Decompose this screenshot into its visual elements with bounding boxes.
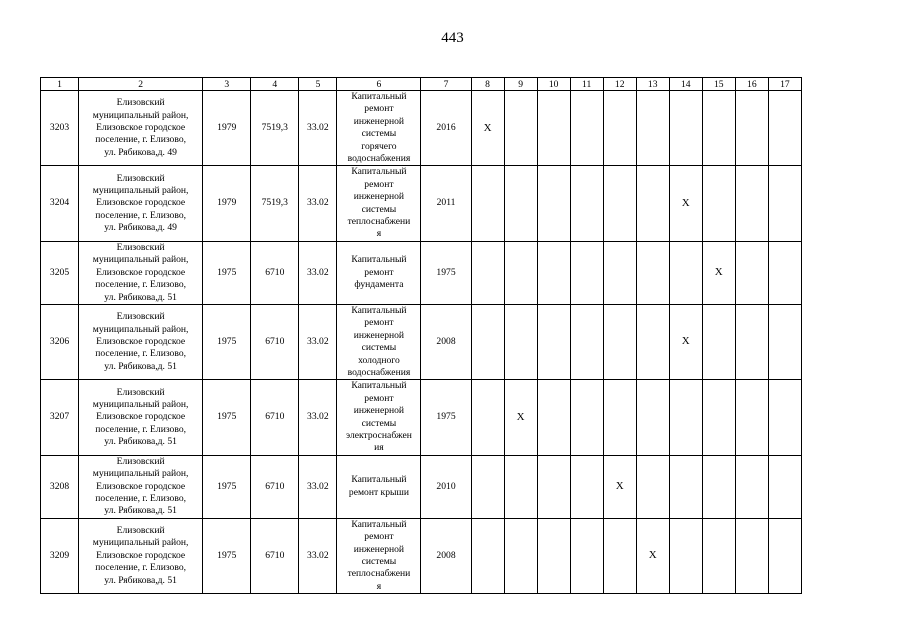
x-mark: X	[483, 121, 492, 134]
address-cell-line: Елизовское городское	[96, 266, 186, 278]
mark-cell-col-15	[702, 91, 735, 166]
work-type-cell-line: системы	[361, 417, 397, 429]
column-header: 7	[421, 78, 471, 91]
work-type-cell-line: теплоснабжени	[347, 568, 411, 580]
address-cell-line: ул. Рябикова,д. 51	[104, 436, 177, 448]
mark-cell-col-13	[636, 518, 669, 593]
mark-cell-col-13	[636, 166, 669, 241]
mark-cell-col-9	[504, 166, 537, 241]
address-cell-line: ул. Рябикова,д. 51	[104, 574, 177, 586]
mark-cell-col-13	[636, 241, 669, 304]
page-number: 443	[441, 30, 464, 46]
column-number-row	[41, 78, 802, 91]
mark-cell-col-9	[504, 455, 537, 518]
row-number-cell: 3208	[41, 455, 79, 518]
mark-cell-col-9	[504, 241, 537, 304]
mark-cell-col-17	[768, 166, 801, 241]
table-row	[41, 304, 802, 379]
plan-year-cell: 2008	[421, 518, 471, 593]
work-type-cell-line: ремонт	[364, 266, 394, 278]
mark-cell-col-12	[603, 166, 636, 241]
address-cell-line: муниципальный район,	[92, 109, 189, 121]
work-type-cell	[337, 455, 421, 518]
column-header: 5	[299, 78, 337, 91]
work-type-cell	[337, 241, 421, 304]
address-cell	[79, 518, 203, 593]
work-type-cell-line: водоснабжения	[347, 366, 411, 378]
work-type-cell-line: Капитальный	[351, 380, 407, 392]
column-header: 13	[636, 78, 669, 91]
mark-cell-col-13	[636, 304, 669, 379]
address-cell-line: Елизовский	[116, 386, 165, 398]
address-cell-line: ул. Рябикова,д. 49	[104, 222, 177, 234]
mark-cell-col-8	[471, 166, 504, 241]
work-type-cell-line: ремонт	[364, 392, 394, 404]
area-cell: 6710	[251, 241, 299, 304]
work-type-cell-line: фундамента	[354, 279, 404, 291]
mark-cell-col-11	[570, 91, 603, 166]
work-type-cell-line: теплоснабжени	[347, 216, 411, 228]
mark-cell-col-8	[471, 518, 504, 593]
area-cell: 6710	[251, 380, 299, 455]
work-type-cell-line: системы	[361, 556, 397, 568]
mark-cell-col-17	[768, 380, 801, 455]
register-table	[40, 77, 802, 594]
mark-cell-col-12	[603, 304, 636, 379]
mark-cell-col-15	[702, 455, 735, 518]
row-number-cell: 3203	[41, 91, 79, 166]
work-type-cell-line: ремонт	[364, 103, 394, 115]
table-row	[41, 518, 802, 593]
build-year-cell: 1979	[203, 166, 251, 241]
mark-cell-col-12	[603, 380, 636, 455]
address-cell-line: Елизовское городское	[96, 197, 186, 209]
column-header: 1	[41, 78, 79, 91]
work-type-cell-line: Капитальный	[351, 518, 407, 530]
column-header: 16	[735, 78, 768, 91]
mark-cell-col-10	[537, 455, 570, 518]
work-type-cell-line: инженерной	[353, 115, 405, 127]
address-cell-line: муниципальный район,	[92, 468, 189, 480]
mark-cell-col-17	[768, 304, 801, 379]
row-number-cell: 3205	[41, 241, 79, 304]
address-cell-line: ул. Рябикова,д. 51	[104, 360, 177, 372]
address-cell-line: муниципальный район,	[92, 254, 189, 266]
address-cell-line: муниципальный район,	[92, 185, 189, 197]
work-type-cell-line: инженерной	[353, 543, 405, 555]
work-type-cell-line: Капитальный	[351, 474, 407, 486]
mark-cell-col-16	[735, 241, 768, 304]
work-type-cell-line: электроснабжен	[346, 429, 412, 441]
column-header: 15	[702, 78, 735, 91]
work-type-cell	[337, 91, 421, 166]
row-number-cell: 3207	[41, 380, 79, 455]
mark-cell-col-16	[735, 166, 768, 241]
work-type-cell-line: ремонт	[364, 531, 394, 543]
address-cell-line: поселение, г. Елизово,	[95, 134, 187, 146]
work-type-cell-line: системы	[361, 203, 397, 215]
mark-cell-col-10	[537, 518, 570, 593]
address-cell-line: ул. Рябикова,д. 49	[104, 146, 177, 158]
work-type-cell-line: системы	[361, 342, 397, 354]
mark-cell-col-15	[702, 518, 735, 593]
address-cell-line: Елизовское городское	[96, 480, 186, 492]
area-cell: 6710	[251, 518, 299, 593]
x-mark: X	[681, 196, 690, 209]
mark-cell-col-10	[537, 304, 570, 379]
work-type-cell-line: инженерной	[353, 405, 405, 417]
address-cell-line: Елизовский	[116, 97, 165, 109]
plan-year-cell: 2008	[421, 304, 471, 379]
build-year-cell: 1975	[203, 455, 251, 518]
mark-cell-col-11	[570, 304, 603, 379]
mark-cell-col-8	[471, 91, 504, 166]
address-cell-line: Елизовский	[116, 241, 165, 253]
mark-cell-col-10	[537, 166, 570, 241]
work-type-cell-line: Капитальный	[351, 166, 407, 178]
table-row	[41, 455, 802, 518]
mark-cell-col-14	[669, 380, 702, 455]
column-header: 2	[79, 78, 203, 91]
plan-year-cell: 2010	[421, 455, 471, 518]
work-type-cell-line: системы	[361, 128, 397, 140]
plan-year-cell: 2016	[421, 91, 471, 166]
column-header: 10	[537, 78, 570, 91]
column-header: 17	[768, 78, 801, 91]
mark-cell-col-12	[603, 518, 636, 593]
x-mark: X	[516, 410, 525, 423]
mark-cell-col-9	[504, 91, 537, 166]
mark-cell-col-17	[768, 518, 801, 593]
work-type-cell-line: инженерной	[353, 329, 405, 341]
work-type-cell	[337, 518, 421, 593]
build-year-cell: 1979	[203, 91, 251, 166]
mark-cell-col-8	[471, 380, 504, 455]
address-cell-line: Елизовский	[116, 455, 165, 467]
work-type-cell-line: инженерной	[353, 191, 405, 203]
mark-cell-col-10	[537, 91, 570, 166]
work-type-cell-line: я	[376, 228, 382, 240]
plan-year-cell: 1975	[421, 241, 471, 304]
code-cell: 33.02	[299, 380, 337, 455]
work-type-cell-line: Капитальный	[351, 91, 407, 102]
address-cell	[79, 380, 203, 455]
build-year-cell: 1975	[203, 304, 251, 379]
plan-year-cell: 2011	[421, 166, 471, 241]
mark-cell-col-10	[537, 241, 570, 304]
mark-cell-col-13	[636, 380, 669, 455]
address-cell	[79, 166, 203, 241]
column-header: 6	[337, 78, 421, 91]
address-cell-line: муниципальный район,	[92, 398, 189, 410]
x-mark: X	[714, 266, 723, 279]
x-mark: X	[681, 335, 690, 348]
mark-cell-col-14	[669, 455, 702, 518]
x-mark: X	[648, 549, 657, 562]
plan-year-cell: 1975	[421, 380, 471, 455]
code-cell: 33.02	[299, 166, 337, 241]
work-type-cell-line: Капитальный	[351, 304, 407, 316]
mark-cell-col-16	[735, 380, 768, 455]
address-cell-line: поселение, г. Елизово,	[95, 423, 187, 435]
mark-cell-col-15	[702, 380, 735, 455]
mark-cell-col-11	[570, 166, 603, 241]
mark-cell-col-11	[570, 518, 603, 593]
address-cell-line: ул. Рябикова,д. 51	[104, 291, 177, 303]
area-cell: 6710	[251, 455, 299, 518]
work-type-cell	[337, 166, 421, 241]
mark-cell-col-16	[735, 91, 768, 166]
table-row	[41, 241, 802, 304]
mark-cell-col-14	[669, 304, 702, 379]
mark-cell-col-16	[735, 304, 768, 379]
mark-cell-col-8	[471, 455, 504, 518]
mark-cell-col-11	[570, 380, 603, 455]
work-type-cell-line: ия	[374, 442, 384, 454]
code-cell: 33.02	[299, 91, 337, 166]
work-type-cell-line: ремонт крыши	[348, 486, 409, 498]
column-header: 8	[471, 78, 504, 91]
row-number-cell: 3204	[41, 166, 79, 241]
column-header: 12	[603, 78, 636, 91]
address-cell-line: Елизовское городское	[96, 549, 186, 561]
mark-cell-col-17	[768, 241, 801, 304]
address-cell-line: Елизовское городское	[96, 122, 186, 134]
mark-cell-col-12	[603, 455, 636, 518]
work-type-cell-line: ремонт	[364, 317, 394, 329]
address-cell-line: Елизовский	[116, 525, 165, 537]
address-cell-line: Елизовское городское	[96, 411, 186, 423]
row-number-cell: 3206	[41, 304, 79, 379]
mark-cell-col-9	[504, 518, 537, 593]
mark-cell-col-12	[603, 91, 636, 166]
code-cell: 33.02	[299, 241, 337, 304]
mark-cell-col-15	[702, 304, 735, 379]
address-cell	[79, 241, 203, 304]
address-cell-line: поселение, г. Елизово,	[95, 348, 187, 360]
build-year-cell: 1975	[203, 380, 251, 455]
mark-cell-col-16	[735, 455, 768, 518]
address-cell-line: Елизовский	[116, 311, 165, 323]
mark-cell-col-17	[768, 455, 801, 518]
work-type-cell-line: ремонт	[364, 178, 394, 190]
column-header: 11	[570, 78, 603, 91]
work-type-cell	[337, 304, 421, 379]
address-cell-line: поселение, г. Елизово,	[95, 279, 187, 291]
table-row	[41, 166, 802, 241]
mark-cell-col-9	[504, 380, 537, 455]
mark-cell-col-12	[603, 241, 636, 304]
build-year-cell: 1975	[203, 518, 251, 593]
column-header: 14	[669, 78, 702, 91]
column-header: 3	[203, 78, 251, 91]
mark-cell-col-17	[768, 91, 801, 166]
column-header: 4	[251, 78, 299, 91]
mark-cell-col-11	[570, 241, 603, 304]
code-cell: 33.02	[299, 518, 337, 593]
address-cell-line: ул. Рябикова,д. 51	[104, 505, 177, 517]
table-row	[41, 91, 802, 166]
address-cell	[79, 304, 203, 379]
mark-cell-col-10	[537, 380, 570, 455]
work-type-cell-line: я	[376, 580, 382, 592]
mark-cell-col-13	[636, 455, 669, 518]
work-type-cell-line: холодного	[358, 354, 400, 366]
column-header: 9	[504, 78, 537, 91]
mark-cell-col-16	[735, 518, 768, 593]
x-mark: X	[615, 480, 624, 493]
area-cell: 7519,3	[251, 91, 299, 166]
mark-cell-col-14	[669, 241, 702, 304]
table-row	[41, 380, 802, 455]
address-cell-line: поселение, г. Елизово,	[95, 209, 187, 221]
address-cell-line: поселение, г. Елизово,	[95, 562, 187, 574]
mark-cell-col-15	[702, 241, 735, 304]
mark-cell-col-14	[669, 91, 702, 166]
address-cell-line: поселение, г. Елизово,	[95, 493, 187, 504]
mark-cell-col-14	[669, 166, 702, 241]
address-cell	[79, 91, 203, 166]
address-cell-line: Елизовское городское	[96, 335, 186, 347]
mark-cell-col-13	[636, 91, 669, 166]
address-cell-line: муниципальный район,	[92, 537, 189, 549]
work-type-cell-line: Капитальный	[351, 254, 407, 266]
address-cell-line: Елизовский	[116, 172, 165, 184]
address-cell	[79, 455, 203, 518]
mark-cell-col-15	[702, 166, 735, 241]
build-year-cell: 1975	[203, 241, 251, 304]
mark-cell-col-9	[504, 304, 537, 379]
area-cell: 7519,3	[251, 166, 299, 241]
code-cell: 33.02	[299, 304, 337, 379]
mark-cell-col-8	[471, 304, 504, 379]
mark-cell-col-14	[669, 518, 702, 593]
mark-cell-col-8	[471, 241, 504, 304]
area-cell: 6710	[251, 304, 299, 379]
work-type-cell-line: водоснабжения	[347, 153, 411, 165]
mark-cell-col-11	[570, 455, 603, 518]
row-number-cell: 3209	[41, 518, 79, 593]
work-type-cell	[337, 380, 421, 455]
address-cell-line: муниципальный район,	[92, 323, 189, 335]
work-type-cell-line: горячего	[361, 140, 397, 152]
code-cell: 33.02	[299, 455, 337, 518]
